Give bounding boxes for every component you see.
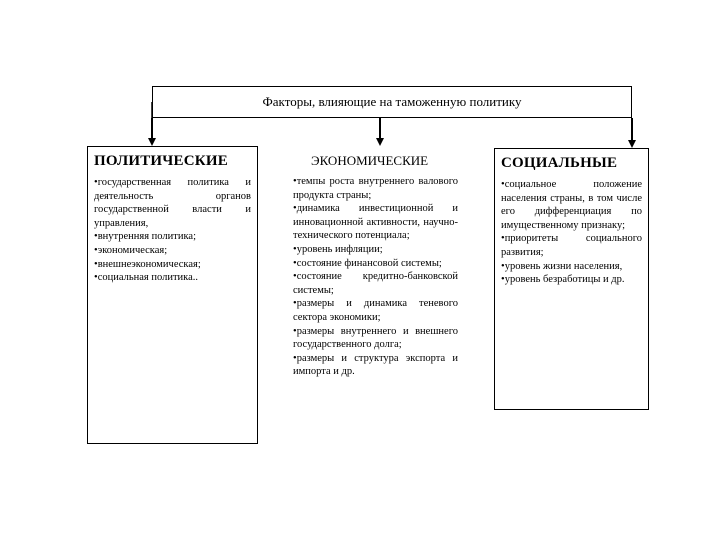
arrowhead-social — [628, 140, 636, 148]
header-title: Факторы, влияющие на таможенную политику — [262, 94, 522, 109]
economic-item: • размеры внутреннего и внешнего государственного долга; — [293, 325, 458, 352]
economic-title: ЭКОНОМИЧЕСКИЕ — [311, 153, 429, 168]
political-title: ПОЛИТИЧЕСКИЕ — [94, 153, 228, 169]
economic-item: • размеры и структура экспорта и импорта и др. — [293, 352, 458, 379]
economic-item: • динамика инвестиционной и инновационной активности, научно-технического потенциала; — [293, 202, 458, 243]
social-item: • социальное положение населения страны, в том числе его дифференциация по имущественному признаку; — [501, 178, 642, 232]
political-factors-box — [87, 146, 258, 444]
political-item: • экономическая; — [94, 244, 251, 258]
social-title: СОЦИАЛЬНЫЕ — [501, 155, 618, 171]
social-item: • приоритеты социального развития; — [501, 232, 642, 259]
economic-item: • размеры и динамика теневого сектора экономики; — [293, 297, 458, 324]
political-item: • внутренняя политика; — [94, 230, 251, 244]
economic-item: • состояние кредитно-банковской системы; — [293, 270, 458, 297]
arrowhead-economic — [376, 138, 384, 146]
header-box — [152, 86, 632, 118]
social-factors-box — [494, 148, 649, 410]
social-item: • уровень жизни населения, — [501, 260, 642, 274]
economic-factors-box — [286, 146, 465, 444]
economic-item: • уровень инфляции; — [293, 243, 458, 257]
political-item: • социальная политика.. — [94, 271, 251, 285]
economic-item: • темпы роста внутреннего валового продукта страны; — [293, 175, 458, 202]
arrowhead-political — [148, 138, 156, 146]
economic-item: • состояние финансовой системы; — [293, 257, 458, 271]
political-item: • государственная политика и деятельность органов государственной власти и управления, — [94, 176, 251, 230]
political-item: • внешнеэкономическая; — [94, 258, 251, 272]
social-item: • уровень безработицы и др. — [501, 273, 642, 287]
